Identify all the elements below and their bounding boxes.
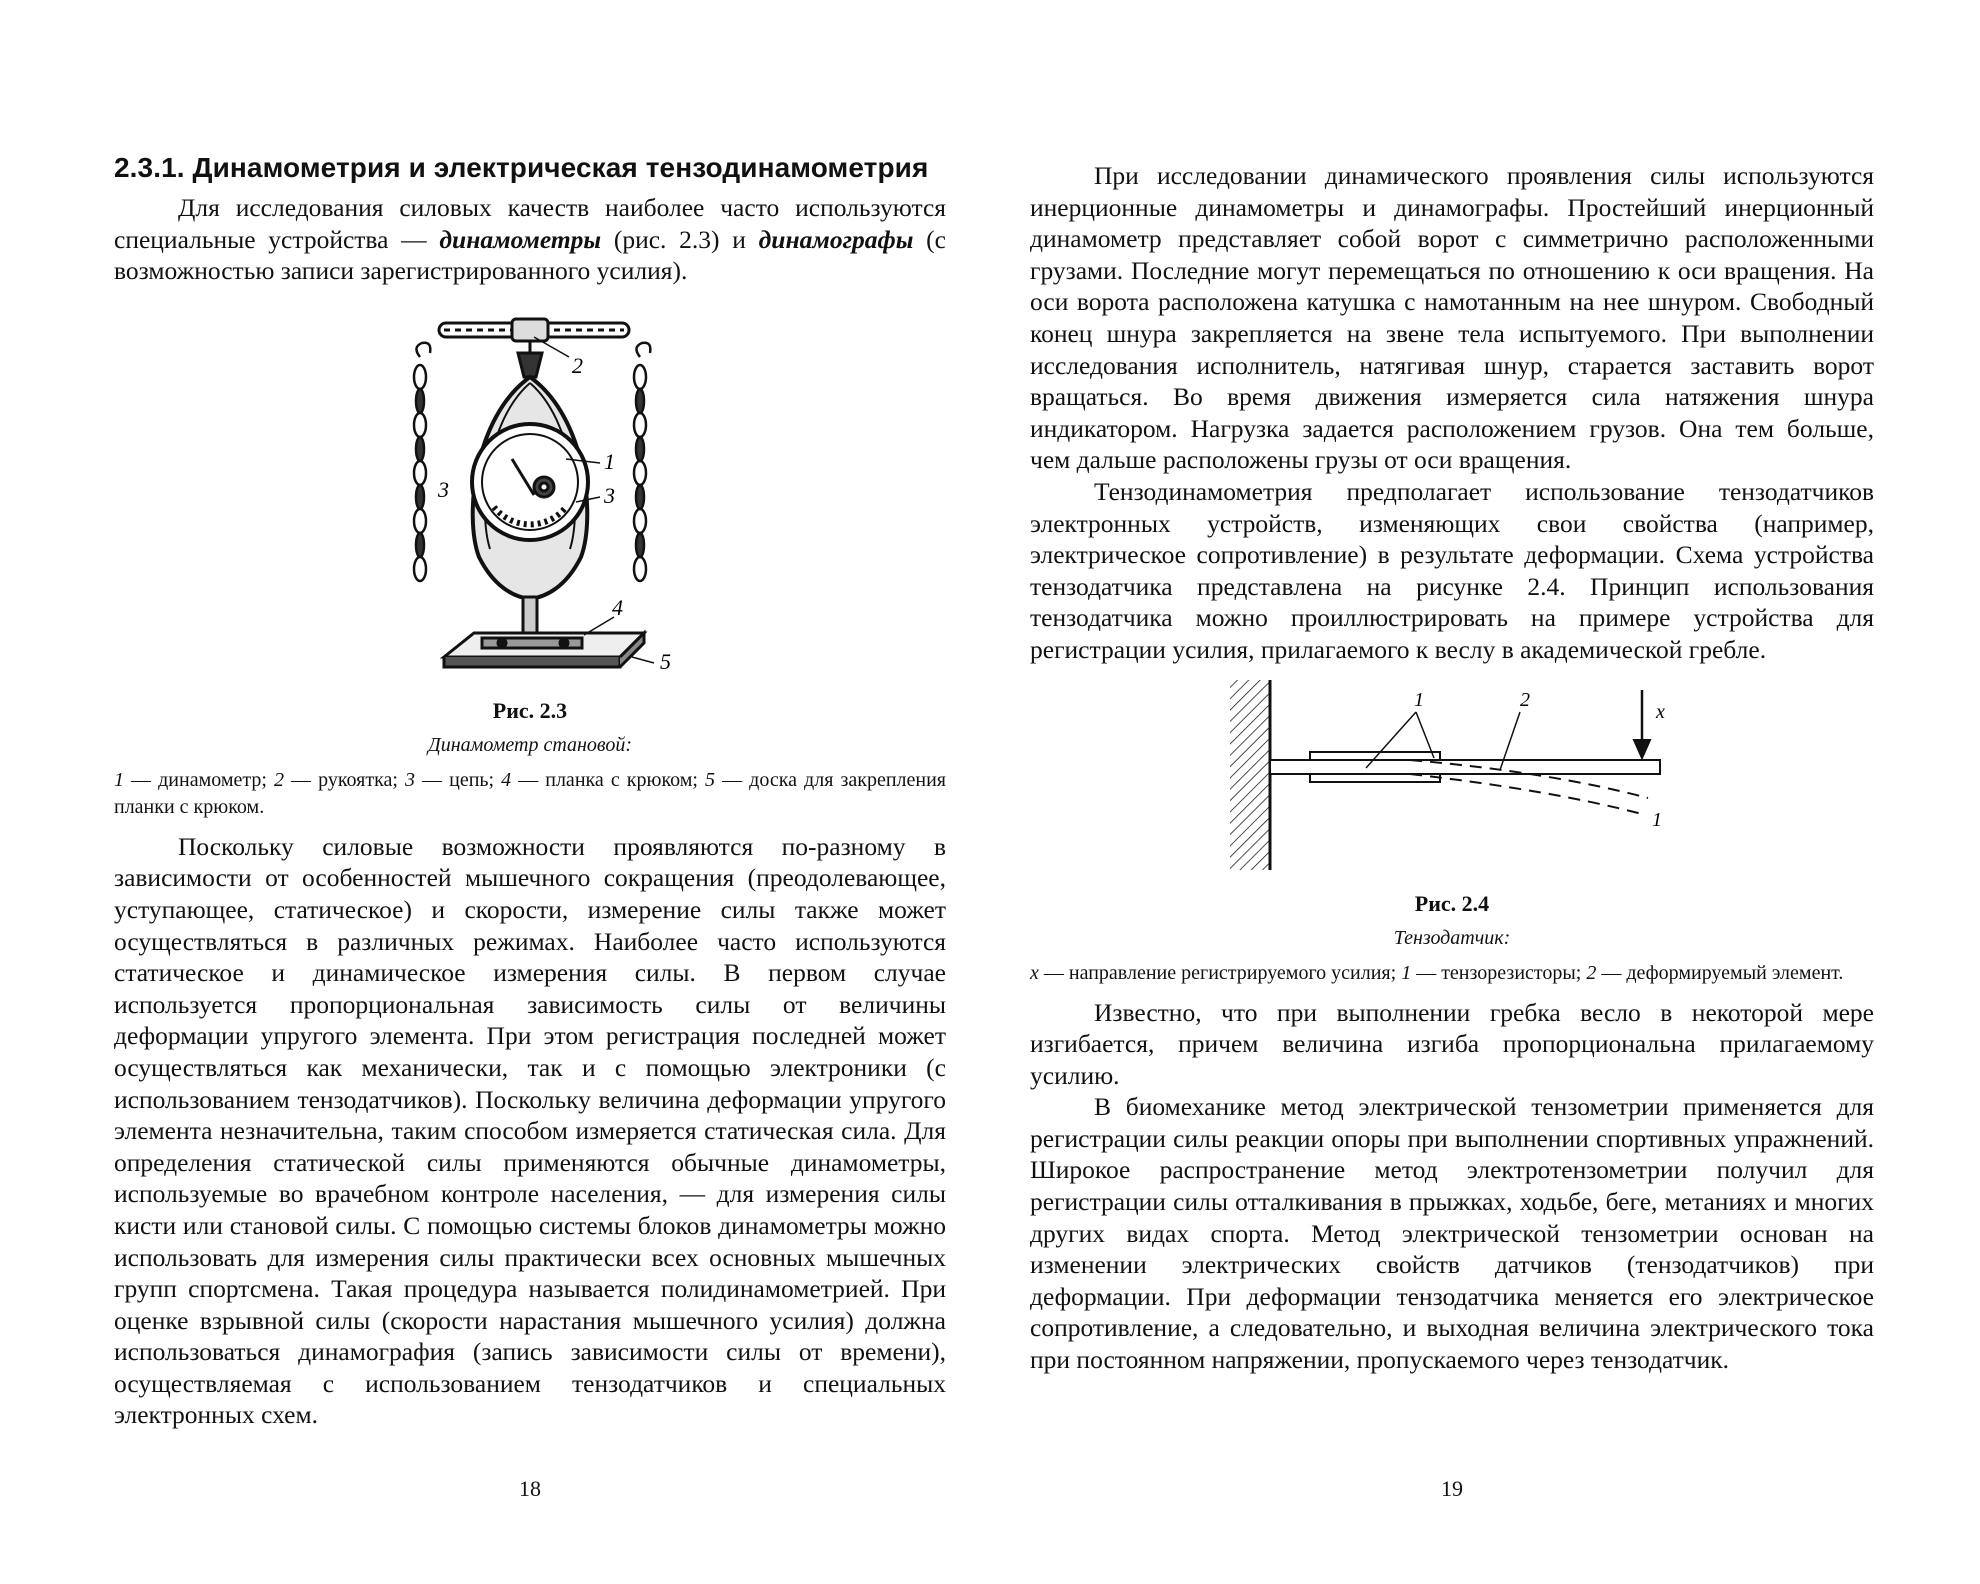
legend-text: — направление регистрируемого усилия; xyxy=(1038,961,1402,984)
left-column xyxy=(114,148,946,1431)
figure-2-3-caption: Динамометр становой: xyxy=(427,733,633,756)
dynamometer-illustration xyxy=(114,297,946,697)
right-page xyxy=(990,0,1980,1584)
figure-2-4-caption: Тензодатчик: xyxy=(1393,926,1511,949)
beam-shape xyxy=(1270,760,1660,774)
legend-num: x xyxy=(1030,961,1039,984)
legend-num: 1 xyxy=(114,768,124,791)
legend-text: — тензорезисторы; xyxy=(1411,961,1587,984)
legend-num: 3 xyxy=(405,768,415,791)
legend-num: 5 xyxy=(705,768,716,791)
legend-num: 1 xyxy=(1401,961,1412,984)
legend-text: — планка с крюком; xyxy=(511,768,706,791)
legend-text: — рукоятка; xyxy=(283,768,405,791)
legend-text: — доска для закрепления планки с крюком. xyxy=(114,768,947,818)
intro-text-1: Для исследования силовых качеств наиболее часто используются специальные устройства — xyxy=(114,193,946,254)
label-2: 2 xyxy=(1520,688,1530,711)
term-dynamographs: динамографы xyxy=(758,224,914,254)
legend-text: — деформируемый элемент. xyxy=(1596,961,1844,984)
legend-num: 2 xyxy=(273,768,284,791)
legend-num: 2 xyxy=(1586,961,1597,984)
paragraph-1: При исследовании динамического проявления силы используются инерционные динамометры и динамографы. Простейший инерционный динамометр представляет собой ворот с симметрично расположенными грузами. Последние могут перемещаться по отношению к оси вращения. На оси ворота расположена катушка с намотанным на нее шнуром. Свободный конец шнура закрепляется на звене тела испытуемого. При выполнении исследования исполнитель, натягивая шнур, старается заставить ворот вращаться. Во время движения измеряется сила натяжения шнура индикатором. Нагрузка задается расположением грузов. Она тем больше, чем дальше расположены грузы от оси вращения. xyxy=(1030,161,1874,475)
figure-2-4 xyxy=(1030,672,1874,882)
label-2: 2 xyxy=(572,352,583,378)
intro-paragraph xyxy=(114,192,946,287)
main-paragraph: Поскольку силовые возможности проявляются по-разному в зависимости от особенностей мышечного сокращения (преодолевающее, уступающее, статическое) и скорости, измерение силы также может осуществляться в различных режимах. Наиболее часто используются статическое и динамическое измерения силы. В первом случае используется пропорциональная зависимость силы от величины деформации упругого элемента. При этом регистрация последней может осуществляться как механически, так и с помощью электроники (с использованием тензодатчиков). Поскольку величина деформации упругого элемента незначительна, таким способом измеряется статическая сила. Для определения статической силы применяются обычные динамометры, используемые во врачебном контроле населения, — для измерения силы кисти или становой силы. С помощью системы блоков динамометры можно использовать для измерения силы практически всех основных мышечных групп спортсмена. Такая процедура называется полидинамометрией. При оценке взрывной силы (скорости нарастания мышечного усилия) должна использоваться динамография (запись зависимости силы от времени), осуществляемая с использованием тензодатчиков и специальных электронных схем. xyxy=(114,831,946,1430)
figure-2-3 xyxy=(114,297,946,697)
label-x: x xyxy=(1656,700,1665,723)
legend-num: 4 xyxy=(501,768,512,791)
page-number: 18 xyxy=(519,1476,541,1501)
figure-2-3-title: Рис. 2.3 xyxy=(492,697,568,723)
strain-gauge-illustration xyxy=(1030,672,1874,882)
right-chain-shape xyxy=(634,342,650,580)
label-3-right: 3 xyxy=(604,482,615,508)
label-3-left: 3 xyxy=(438,476,449,502)
label-1: 1 xyxy=(604,448,615,474)
intro-text-2: (рис. 2.3) и xyxy=(601,224,759,254)
legend-text: — цепь; xyxy=(415,768,502,791)
wall-hatch xyxy=(1230,680,1270,870)
section-heading: 2.3.1. Динамометрия и электрическая тензодинамометрия xyxy=(114,152,929,183)
page-number: 19 xyxy=(1441,1476,1463,1501)
figure-2-3-legend xyxy=(114,767,946,821)
base-board-shape xyxy=(444,633,644,667)
paragraph-2: Тензодинамометрия предполагает использование тензодатчиков электронных устройств, изменяющих свои свойства (например, электрическое сопротивление) в результате деформации. Схема устройства тензодатчика представлена на рисунке 2.4. Принцип использования тензодатчика можно проиллюстрировать на примере устройства для регистрации усилия, прилагаемого к веслу в академической гребле. xyxy=(1030,476,1874,664)
figure-2-4-title: Рис. 2.4 xyxy=(1414,890,1490,916)
paragraph-3: Известно, что при выполнении гребка весло в некоторой мере изгибается, причем величина изгиба пропорциональна прилагаемому усилию. xyxy=(1030,997,1874,1090)
left-chain-shape xyxy=(414,342,430,580)
label-1-end: 1 xyxy=(1652,808,1662,831)
shackle-shape xyxy=(518,341,542,377)
term-dynamometers: динамометры xyxy=(439,224,602,254)
right-column xyxy=(1030,160,1874,1376)
paragraph-4: В биомеханике метод электрической тензометрии применяется для регистрации силы реакции опоры при выполнении спортивных упражнений. Широкое распространение метод электротензометрии получил для регистрации силы отталкивания в прыжках, ходьбе, беге, метаниях и многих других видах спорта. Метод электрической тензометрии основан на изменении электрических свойств датчиков (тензодатчиков) при деформации. При деформации тензодатчика меняется его электрическое сопротивление, а следовательно, и выходная величина электрического тока при постоянном напряжении, пропускаемого через тензодатчик. xyxy=(1030,1092,1874,1375)
intro-text-3: (с возможностью записи зарегистрированного усилия). xyxy=(114,224,946,286)
label-4: 4 xyxy=(612,594,623,620)
dial-shape xyxy=(472,424,588,540)
label-1-top: 1 xyxy=(1414,688,1424,711)
figure-2-4-legend xyxy=(1030,960,1874,987)
legend-text: — динамометр; xyxy=(124,768,274,791)
label-5: 5 xyxy=(660,648,671,674)
